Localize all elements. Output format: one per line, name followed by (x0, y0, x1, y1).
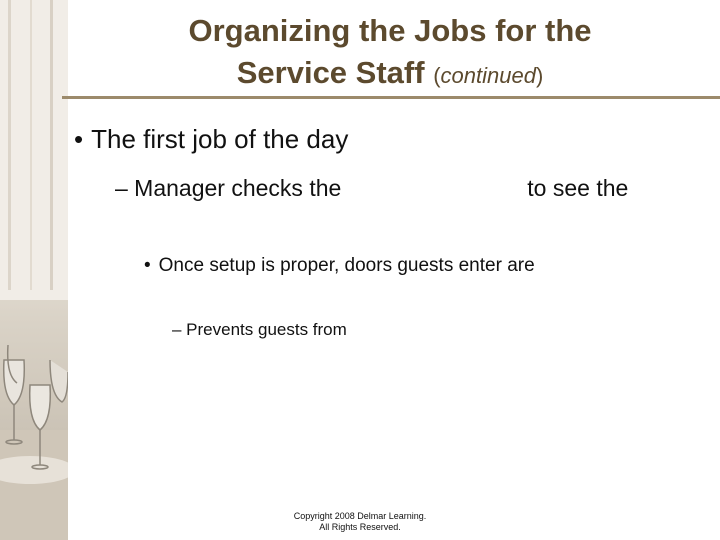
bullet-level-2 (115, 175, 715, 202)
bullet-level-2-text-a: – Manager checks the (115, 175, 342, 201)
title-line-1: Organizing the Jobs for the (188, 13, 592, 48)
decorative-photo-strip (0, 0, 68, 540)
bullet-level-1 (74, 124, 348, 155)
title-subtitle: continued (440, 63, 536, 88)
title-paren-open: ( (433, 63, 441, 88)
copyright-line-2: All Rights Reserved. (319, 522, 401, 532)
bullet-level-3 (144, 255, 535, 277)
bullet-level-4: – Prevents guests from (172, 320, 347, 339)
copyright-line-1: Copyright 2008 Delmar Learning. (293, 511, 427, 521)
title-line-2 (70, 52, 710, 97)
copyright-notice (260, 511, 460, 533)
slide-title (70, 10, 710, 97)
title-divider (62, 96, 720, 99)
bullet-dot-icon: • (74, 124, 84, 154)
bullet-level-2-text-b: to see the (527, 175, 629, 201)
title-line-2-text: Service Staff (236, 55, 425, 90)
bullet-dot-icon: • (144, 255, 151, 276)
title-paren-close: ) (535, 63, 544, 88)
wine-glasses-image (0, 0, 68, 540)
bullet-level-1-text: The first job of the day (91, 124, 349, 154)
bullet-level-3-text: Once setup is proper, doors guests enter are (158, 255, 535, 276)
